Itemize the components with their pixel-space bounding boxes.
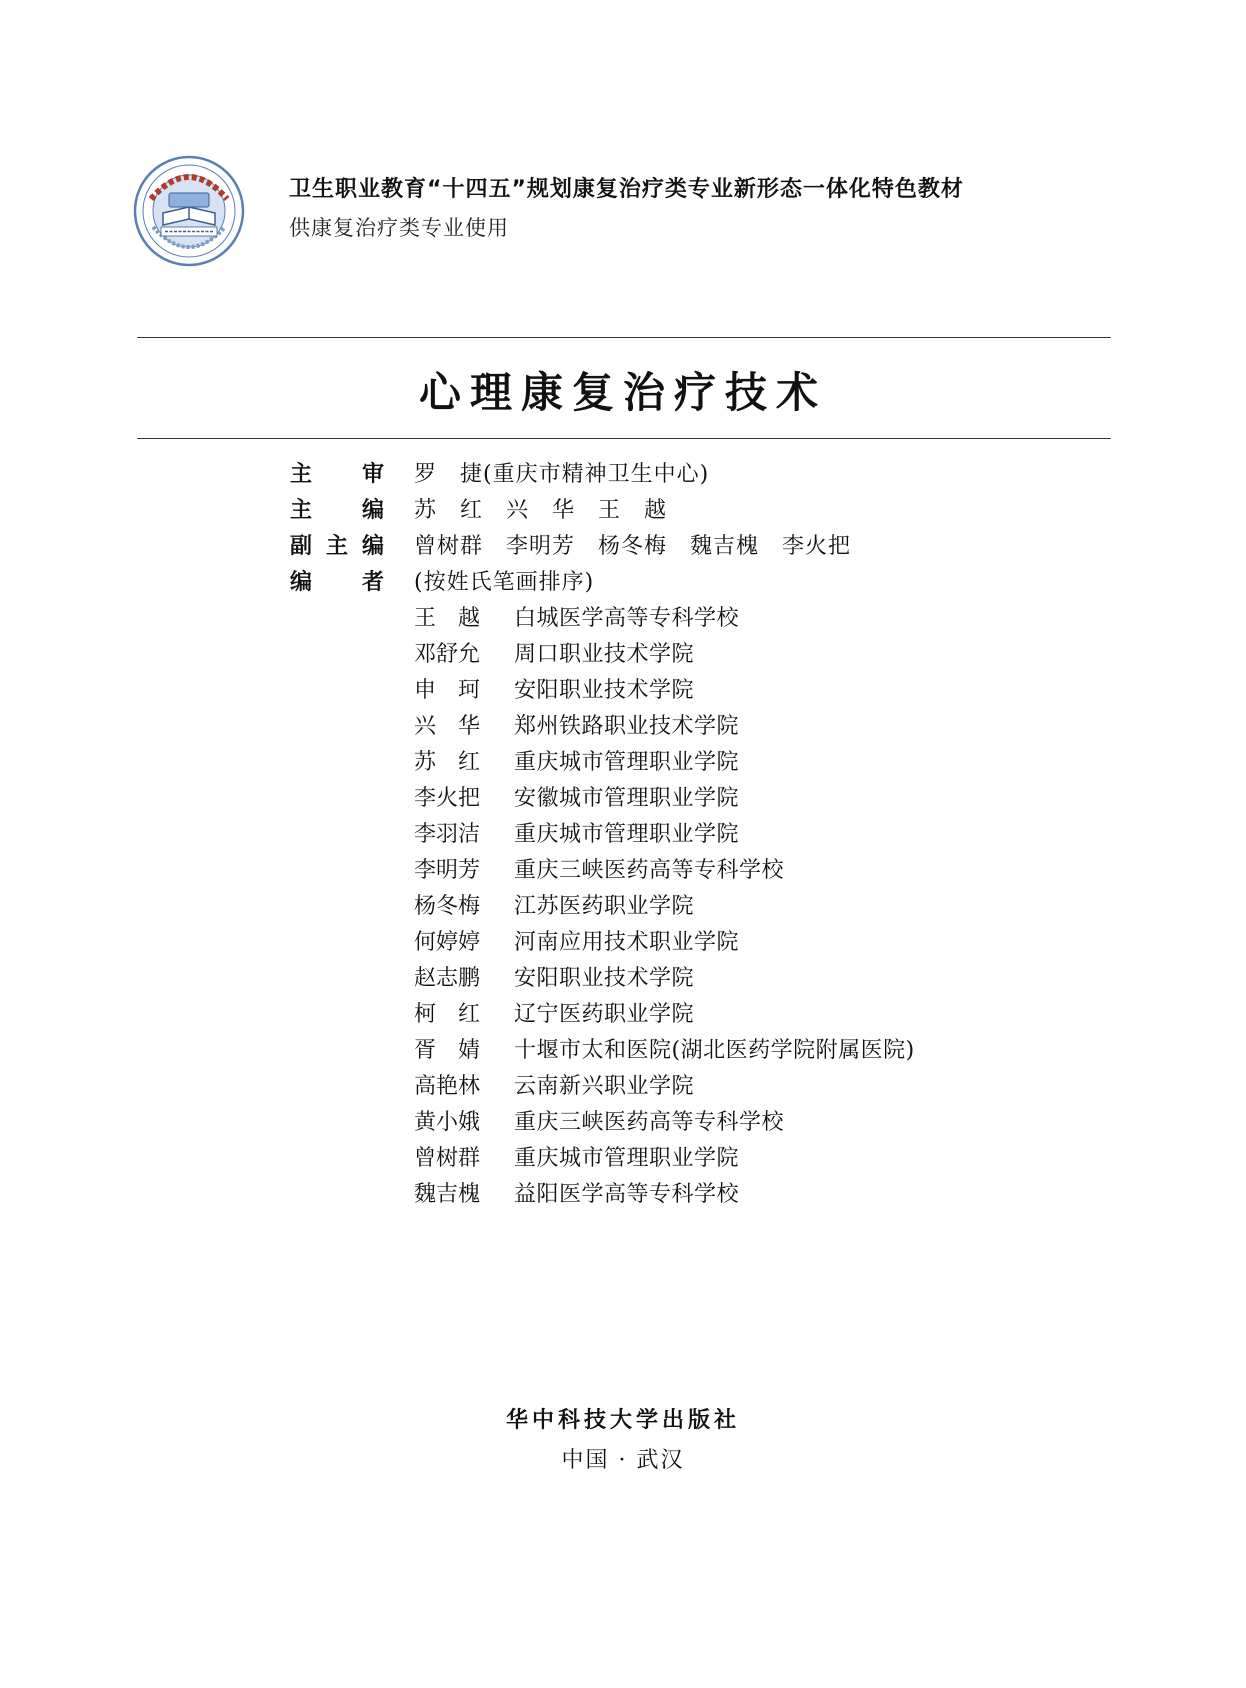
credit-value: (按姓氏笔画排序) [414, 569, 595, 595]
contributor-row [414, 1066, 694, 1102]
contributor-row [414, 598, 739, 634]
role-char: 副 [290, 533, 313, 559]
credit-value: 曾树群 李明芳 杨冬梅 魏吉槐 李火把 [414, 533, 852, 559]
contributor-row [414, 958, 694, 994]
contributor-row [414, 670, 694, 706]
contributor-name: 赵志鹏 [414, 965, 481, 991]
contributor-name: 魏吉槐 [414, 1181, 481, 1207]
usage-note: 供康复治疗类专业使用 [289, 216, 509, 240]
credit-authors [290, 562, 594, 598]
role-char: 编 [361, 497, 384, 523]
contributor-institution: 重庆城市管理职业学院 [514, 821, 740, 847]
contributor-name: 曾树群 [414, 1145, 481, 1171]
contributor-institution: 周口职业技术学院 [514, 641, 695, 667]
contributor-name: 柯 红 [414, 1001, 481, 1027]
contributor-row [414, 742, 739, 778]
contributor-institution: 重庆城市管理职业学院 [514, 1145, 740, 1171]
book-title: 心理康复治疗技术 [418, 368, 827, 417]
contributor-row [414, 778, 739, 814]
contributor-institution: 益阳医学高等专科学校 [514, 1181, 740, 1207]
role-char: 主 [290, 461, 313, 487]
contributor-institution: 安阳职业技术学院 [514, 677, 695, 703]
contributor-row [414, 814, 739, 850]
contributor-name: 胥 婧 [414, 1037, 481, 1063]
series-title: 卫生职业教育“十四五”规划康复治疗类专业新形态一体化特色教材 [289, 177, 964, 202]
contributor-name: 李羽洁 [414, 821, 481, 847]
role-char: 主 [290, 497, 313, 523]
contributor-institution: 白城医学高等专科学校 [514, 605, 740, 631]
credit-chief-editor [290, 490, 667, 526]
credit-deputy-editor [290, 526, 851, 562]
role-char: 编 [361, 533, 384, 559]
contributor-institution: 重庆三峡医药高等专科学校 [514, 1109, 785, 1135]
role-char: 编 [290, 569, 313, 595]
role-char: 者 [361, 569, 384, 595]
contributor-row [414, 1030, 915, 1066]
contributor-name: 杨冬梅 [414, 893, 481, 919]
contributor-row [414, 886, 694, 922]
contributor-name: 高艳林 [414, 1073, 481, 1099]
contributor-institution: 安徽城市管理职业学院 [514, 785, 740, 811]
credit-role [290, 529, 414, 560]
credit-role [290, 565, 414, 596]
contributor-row [414, 706, 739, 742]
credit-role [290, 457, 414, 488]
contributor-name: 李明芳 [414, 857, 481, 883]
publisher-seal-book-icon [133, 155, 245, 267]
publisher-location: 中国 · 武汉 [561, 1448, 685, 1473]
contributor-name: 苏 红 [414, 749, 481, 775]
contributor-row [414, 1138, 739, 1174]
credit-chief-reviewer [290, 454, 709, 490]
contributor-row [414, 922, 739, 958]
title-rule-top [137, 337, 1111, 338]
contributor-institution: 重庆城市管理职业学院 [514, 749, 740, 775]
contributor-row [414, 1102, 784, 1138]
contributor-institution: 郑州铁路职业技术学院 [514, 713, 740, 739]
contributor-row [414, 634, 694, 670]
contributor-institution: 河南应用技术职业学院 [514, 929, 740, 955]
role-char: 审 [361, 461, 384, 487]
contributor-institution: 十堰市太和医院(湖北医药学院附属医院) [514, 1037, 915, 1063]
contributor-row [414, 850, 784, 886]
contributor-institution: 江苏医药职业学院 [514, 893, 695, 919]
contributor-institution: 重庆三峡医药高等专科学校 [514, 857, 785, 883]
contributor-name: 黄小娥 [414, 1109, 481, 1135]
role-char: 主 [325, 533, 348, 559]
contributor-row [414, 1174, 739, 1210]
contributor-name: 李火把 [414, 785, 481, 811]
contributor-institution: 安阳职业技术学院 [514, 965, 695, 991]
contributor-name: 申 珂 [414, 677, 481, 703]
publisher-name: 华中科技大学出版社 [505, 1407, 740, 1433]
credit-role [290, 493, 414, 524]
contributor-name: 邓舒允 [414, 641, 481, 667]
credit-value: 罗 捷(重庆市精神卫生中心) [414, 461, 710, 487]
credit-value: 苏 红 兴 华 王 越 [414, 497, 668, 523]
contributor-institution: 云南新兴职业学院 [514, 1073, 695, 1099]
contributor-name: 兴 华 [414, 713, 481, 739]
title-rule-bottom [137, 438, 1111, 439]
contributor-institution: 辽宁医药职业学院 [514, 1001, 695, 1027]
contributor-row [414, 994, 694, 1030]
contributor-name: 何婷婷 [414, 929, 481, 955]
contributor-name: 王 越 [414, 605, 481, 631]
